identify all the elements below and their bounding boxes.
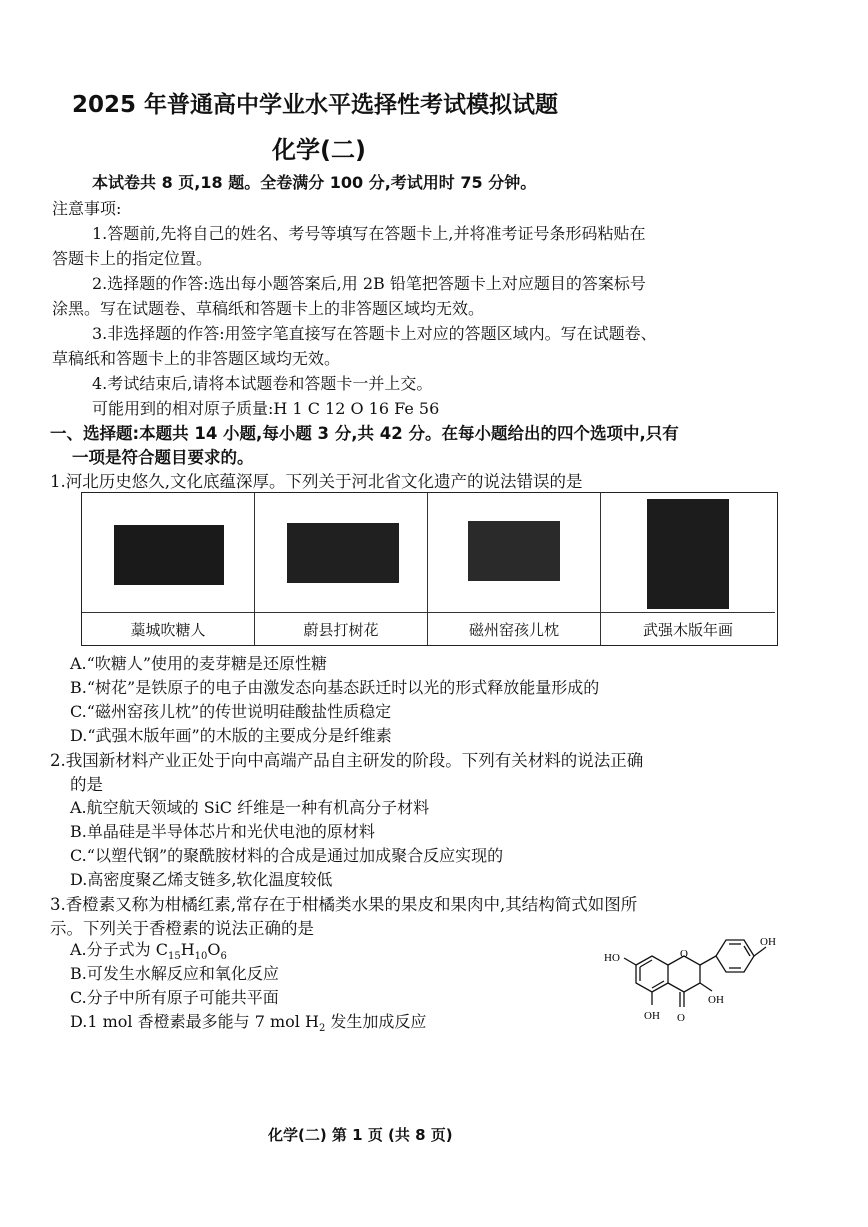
page-footer: 化学(二) 第 1 页 (共 8 页) [268,1126,453,1144]
section-heading: 一、选择题:本题共 14 小题,每小题 3 分,共 42 分。在每小题给出的四个选项中,只有 [50,424,679,443]
label-oh: OH [708,994,724,1006]
image-cell [601,493,775,613]
notice-line: 1.答题前,先将自己的姓名、考号等填写在答题卡上,并将准考证号条形码粘贴在 [92,224,646,243]
option-text: B.可发生水解反应和氧化反应 [70,964,279,983]
notice-line: 草稿纸和答题卡上的非答题区域均无效。 [52,349,341,368]
notice-line: 涂黑。写在试题卷、草稿纸和答题卡上的非答题区域均无效。 [52,299,485,318]
option-text: C.“磁州窑孩儿枕”的传世说明硅酸盐性质稳定 [70,702,392,721]
notice-line: 答题卡上的指定位置。 [52,249,213,268]
option-text: B.单晶硅是半导体芯片和光伏电池的原材料 [70,822,375,841]
photo-woodblock-print [647,499,729,609]
notice-line: 2.选择题的作答:选出每小题答案后,用 2B 铅笔把答题卡上对应题目的答案标号 [92,274,646,293]
label-ho: HO [604,952,620,964]
image-cell [255,493,428,613]
option-a [70,937,227,962]
label-keto-o: O [677,1012,685,1024]
question-2-stem-cont: 的是 [70,775,103,794]
option-d-text: D.1 mol 香橙素最多能与 7 mol H [70,1012,319,1031]
question-3-stem-cont: 示。下列关于香橙素的说法正确的是 [50,919,314,938]
image-caption: 蔚县打树花 [255,613,428,645]
subscript: 2 [318,1023,326,1035]
label-ring-o: O [680,948,688,960]
option-a-text: O [207,940,221,959]
option-d [70,1009,426,1034]
option-d-text: 发生加成反应 [325,1012,427,1031]
option-text: B.“树花”是铁原子的电子由激发态向基态跃迁时以光的形式释放能量形成的 [70,678,600,697]
option-a-text: H [180,940,195,959]
photo-pillow [468,521,560,581]
notice-line: 3.非选择题的作答:用签字笔直接写在答题卡上对应的答题区域内。写在试题卷、 [92,324,657,343]
option-text: C.分子中所有原子可能共平面 [70,988,279,1007]
option-a-text: A.分子式为 C [70,940,168,959]
benzene-ring-b [716,940,754,972]
page-title: 2025 年普通高中学业水平选择性考试模拟试题 [72,92,559,118]
subscript: 15 [167,951,181,963]
pyran-ring [668,956,700,992]
option-text: D.“武强木版年画”的木版的主要成分是纤维素 [70,726,392,745]
question-2-stem: 2.我国新材料产业正处于向中高端产品自主研发的阶段。下列有关材料的说法正确 [50,751,644,770]
question-3-stem: 3.香橙素又称为柑橘红素,常存在于柑橘类水果的果皮和果肉中,其结构简式如图所 [50,895,638,914]
subscript: 6 [220,951,227,963]
photo-sugar-blowing [114,525,224,585]
image-caption: 磁州窑孩儿枕 [428,613,601,645]
image-cell [428,493,601,613]
notice-line: 4.考试结束后,请将本试题卷和答题卡一并上交。 [92,374,433,393]
exam-intro: 本试卷共 8 页,18 题。全卷满分 100 分,考试用时 75 分钟。 [92,173,537,192]
label-oh: OH [644,1010,660,1022]
section-heading-cont: 一项是符合题目要求的。 [72,448,254,467]
image-caption: 武强木版年画 [642,620,733,639]
subscript: 10 [194,951,208,963]
label-oh: OH [760,936,776,948]
question-1-stem: 1.河北历史悠久,文化底蕴深厚。下列关于河北省文化遗产的说法错误的是 [50,472,583,491]
image-cell [82,493,255,613]
image-caption: 藁城吹糖人 [82,613,255,645]
benzene-ring-a [636,956,668,992]
option-text: A.“吹糖人”使用的麦芽糖是还原性糖 [70,654,328,673]
option-text: C.“以塑代钢”的聚酰胺材料的合成是通过加成聚合反应实现的 [70,846,504,865]
structure-diagram [600,925,800,1037]
option-text: D.高密度聚乙烯支链多,软化温度较低 [70,870,333,889]
atomic-masses: 可能用到的相对原子质量:H 1 C 12 O 16 Fe 56 [92,399,440,418]
page-subtitle: 化学(二) [272,136,366,164]
notice-heading: 注意事项: [52,199,122,218]
heritage-image-table [81,492,778,646]
photo-iron-fireworks [287,523,399,583]
option-text: A.航空航天领域的 SiC 纤维是一种有机高分子材料 [70,798,430,817]
